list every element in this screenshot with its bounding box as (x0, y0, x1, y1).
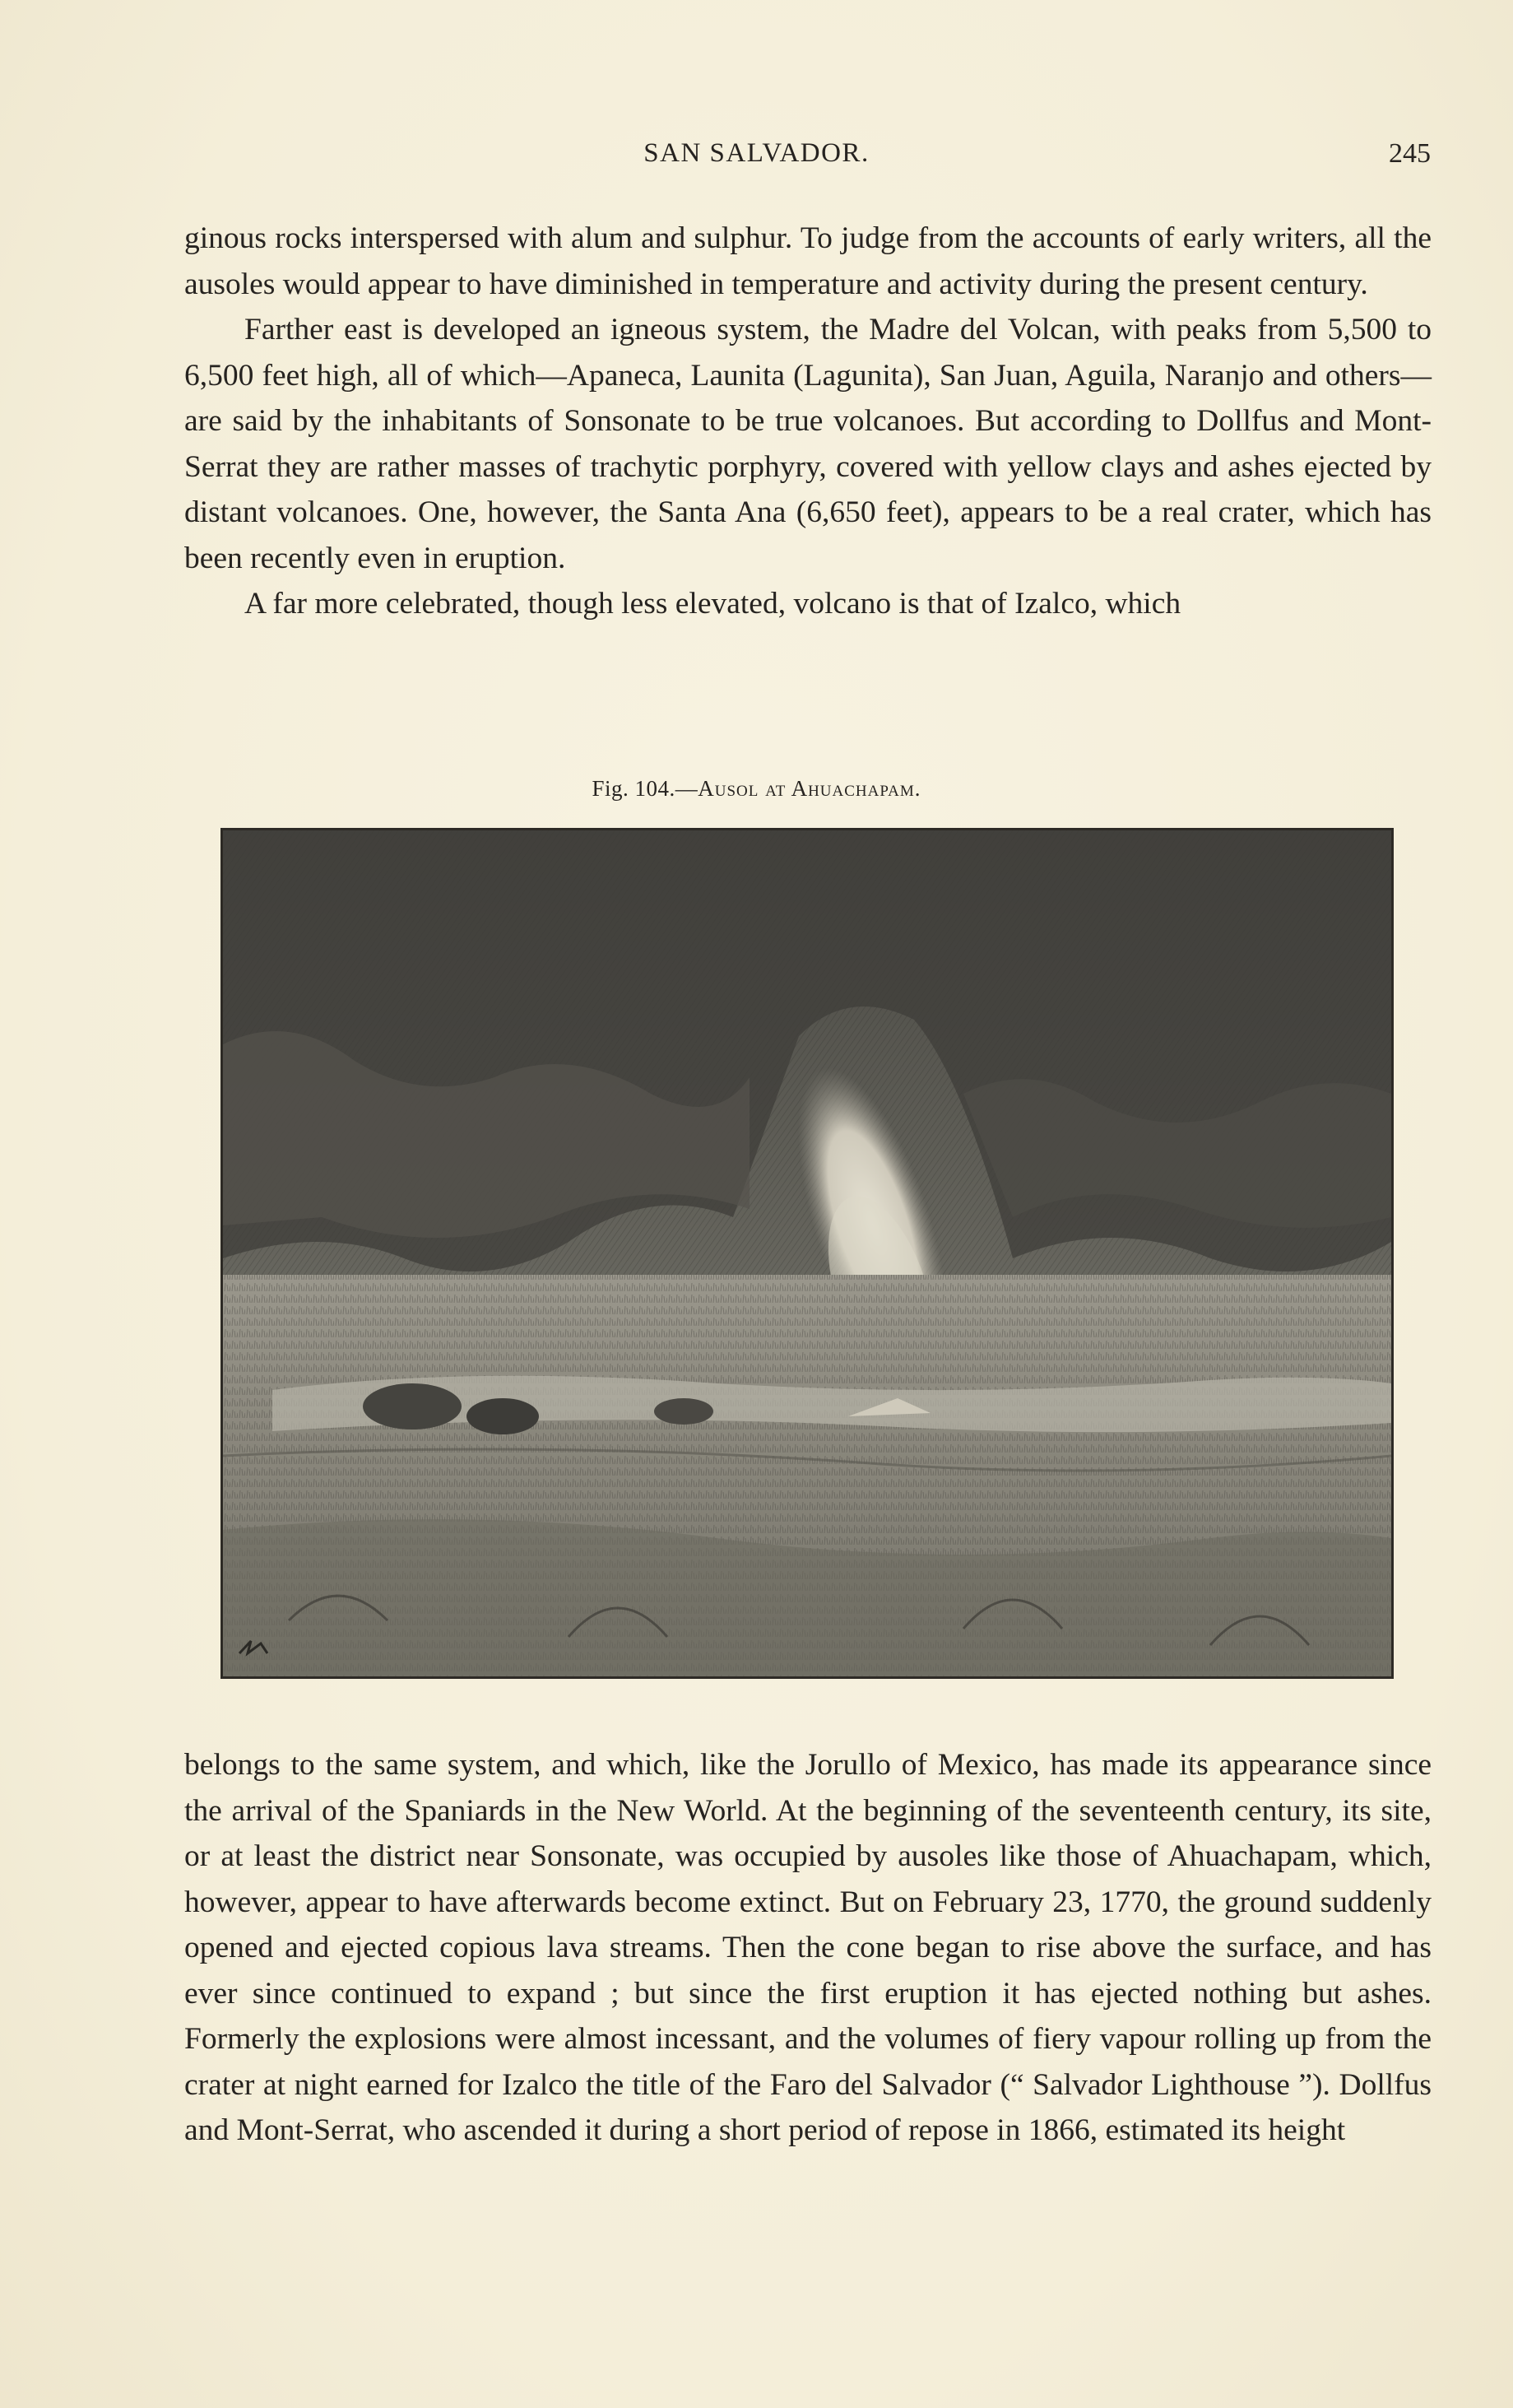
body-text-bottom (184, 1742, 1432, 2154)
paragraph-continued: ginous rocks interspersed with alum and sulphur. To judge from the accounts of early writers, all the ausoles would appear to have diminished in temperature and activity during the present century. (184, 221, 1432, 301)
paragraph-continued: belongs to the same system, and which, like the Jorullo of Mexico, has made its appearance since the arrival of the Spaniards in the New World. At the beginning of the seventeenth century, its site, or at least the district near Sonsonate, was occupied by ausoles like those of Ahuachapam, which, however, appear to have afterwards become extinct. But on February 23, 1770, the ground suddenly opened and ejected copious lava streams. Then the cone began to rise above the surface, and has ever since continued to expand ; but since the first eruption it has ejected nothing but ashes. Formerly the explosions were almost incessant, and the volumes of fiery vapour rolling up from the crater at night earned for Izalco the title of the Faro del Salvador (“ Salvador Lighthouse ”). Dollfus and Mont-Serrat, who ascended it during a short period of repose in 1866, estimated its height (184, 1748, 1432, 2147)
paragraph: Farther east is developed an igneous system, the Madre del Volcan, with peaks from 5,500 to 6,500 feet high, all of which—Apaneca, Launita (Lagunita), San Juan, Aguila, Naranjo and others—are said by the inhabitants of Sonsonate to be true volcanoes. But according to Dollfus and Mont-Serrat they are rather masses of trachytic porphyry, covered with yellow clays and ashes ejected by distant volcanoes. One, however, the Santa Ana (6,650 feet), appears to be a real crater, which has been recently even in eruption. (184, 313, 1432, 575)
running-head (0, 138, 1513, 179)
engraving-illustration (220, 828, 1394, 1679)
body-text-top (184, 216, 1432, 627)
running-title: SAN SALVADOR. (643, 138, 870, 168)
boulder (363, 1383, 462, 1429)
figure-label: Fig. 104.— (592, 776, 698, 801)
paragraph: A far more celebrated, though less elevated, volcano is that of Izalco, which (244, 587, 1181, 621)
page-number: 245 (1389, 138, 1431, 169)
figure-caption (0, 776, 1513, 802)
figure-title: Ausol at Ahuachapam. (698, 776, 921, 801)
